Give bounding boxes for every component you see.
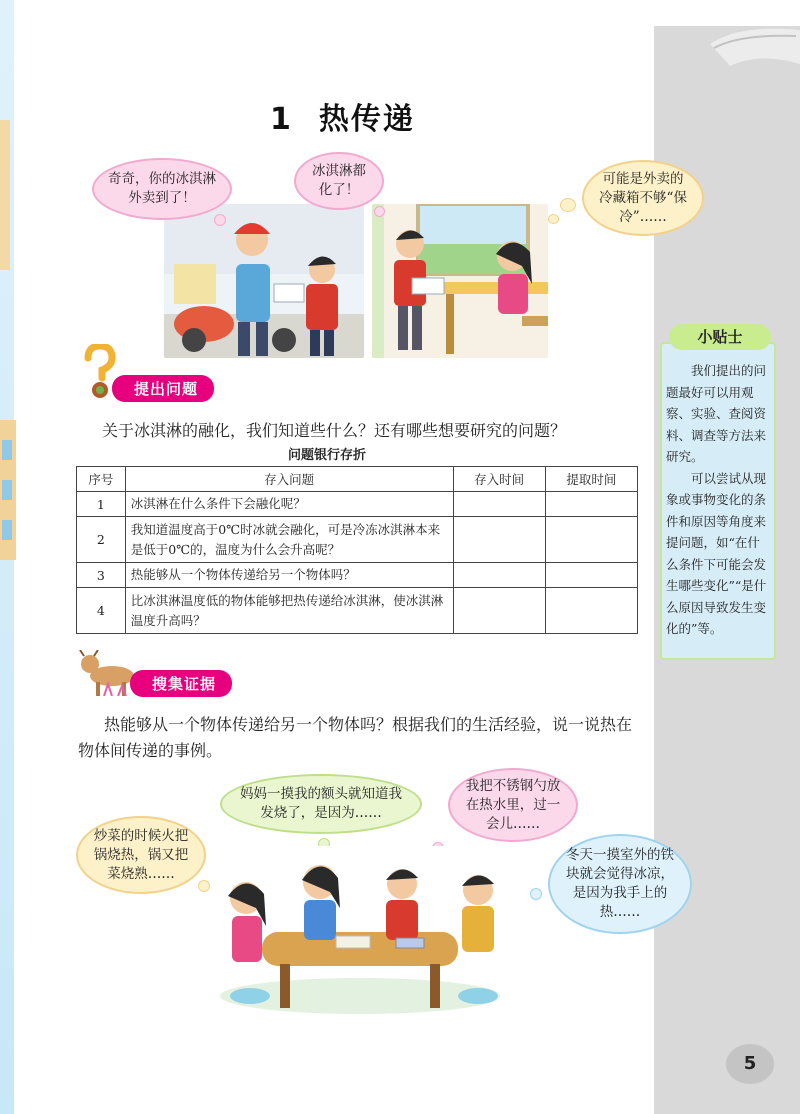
delivery-scene-illustration — [164, 204, 364, 358]
withdraw-time-cell — [545, 517, 637, 563]
column-header: 存入问题 — [125, 467, 453, 492]
deposit-time-cell — [453, 517, 545, 563]
bubble-text: 冰淇淋都化了！ — [312, 163, 366, 198]
bubble-text: 可能是外卖的冷藏箱不够“保冷”…… — [599, 170, 687, 225]
table-header-row — [77, 467, 638, 492]
bubble-text: 冬天一摸室外的铁块就会觉得冰凉，是因为我手上的热…… — [566, 847, 674, 920]
speech-bubble-iron — [548, 834, 692, 934]
tips-text — [666, 360, 770, 640]
deposit-time-cell — [453, 563, 545, 588]
question-bank-table — [76, 466, 638, 634]
bubble-text: 炒菜的时候火把锅烧热，锅又把菜烧熟…… — [93, 827, 189, 882]
bubble-tail-dot — [198, 880, 210, 892]
bubble-text: 我把不锈钢勺放在热水里，过一会儿…… — [465, 777, 561, 832]
speech-bubble-spoon — [448, 768, 578, 842]
lesson-title: 热传递 — [318, 102, 415, 137]
thought-bubble-fridge — [582, 160, 704, 236]
table-row — [77, 588, 638, 634]
bubble-text: 妈妈一摸我的额头就知道我发烧了，是因为…… — [240, 786, 402, 821]
row-number: 4 — [77, 588, 126, 634]
row-number: 3 — [77, 563, 126, 588]
bubble-tail-dot — [530, 888, 542, 900]
speech-bubble-cooking — [76, 816, 206, 894]
bubble-tail-dot — [374, 206, 385, 217]
bubble-tail-dot — [548, 214, 559, 224]
group-discussion-illustration — [210, 846, 510, 1016]
evidence-intro-text: 热能够从一个物体传递给另一个物体吗？根据我们的生活经验，说一说热在物体间传递的事例。 — [78, 715, 633, 760]
bubble-tail-dot — [560, 198, 576, 212]
classroom-scene-illustration — [372, 204, 548, 358]
section-heading-evidence — [136, 670, 232, 696]
speech-bubble-melted — [294, 152, 384, 210]
speech-bubble-delivery — [92, 158, 232, 220]
bubble-tail-dot — [214, 214, 226, 226]
table-row — [77, 517, 638, 563]
page-number: 5 — [726, 1044, 774, 1084]
question-cell: 比冰淇淋温度低的物体能够把热传递给冰淇淋，使冰淇淋温度升高吗？ — [125, 588, 453, 634]
page-curl-decoration — [700, 24, 800, 72]
section-label: 搜集证据 — [130, 670, 232, 697]
page-title — [270, 94, 415, 138]
question-cell: 我知道温度高于0℃时冰就会融化，可是冷冻冰淇淋本来是低于0℃的，温度为什么会升高呢？ — [125, 517, 453, 563]
withdraw-time-cell — [545, 588, 637, 634]
question-cell: 冰淇淋在什么条件下会融化呢？ — [125, 492, 453, 517]
withdraw-time-cell — [545, 563, 637, 588]
tips-paragraph: 可以尝试从现象或事物变化的条件和原因等角度来提问题，如“在什么条件下可能会发生哪些变化”“是什么原因导致发生变化的”等。 — [666, 470, 767, 636]
column-header: 提取时间 — [545, 467, 637, 492]
column-header: 存入时间 — [453, 467, 545, 492]
building-illustration — [0, 120, 18, 560]
tips-paragraph: 我们提出的问题最好可以用观察、实验、查阅资料、调查等方法来研究。 — [666, 363, 767, 464]
question-cell: 热能够从一个物体传递给另一个物体吗？ — [125, 563, 453, 588]
lesson-number: 1 — [270, 102, 293, 137]
ask-intro-text: 关于冰淇淋的融化，我们知道些什么？还有哪些想要研究的问题？ — [102, 421, 567, 440]
deposit-time-cell — [453, 492, 545, 517]
speech-bubble-forehead — [220, 774, 422, 834]
bubble-text: 奇奇，你的冰淇淋外卖到了！ — [108, 171, 216, 206]
table-row — [77, 492, 638, 517]
table-row — [77, 563, 638, 588]
table-caption: 问题银行存折 — [288, 448, 367, 463]
row-number: 1 — [77, 492, 126, 517]
section-label: 提出问题 — [112, 375, 214, 402]
withdraw-time-cell — [545, 492, 637, 517]
column-header: 序号 — [77, 467, 126, 492]
row-number: 2 — [77, 517, 126, 563]
deposit-time-cell — [453, 588, 545, 634]
section-heading-ask — [118, 375, 214, 401]
tips-title: 小贴士 — [669, 324, 771, 350]
